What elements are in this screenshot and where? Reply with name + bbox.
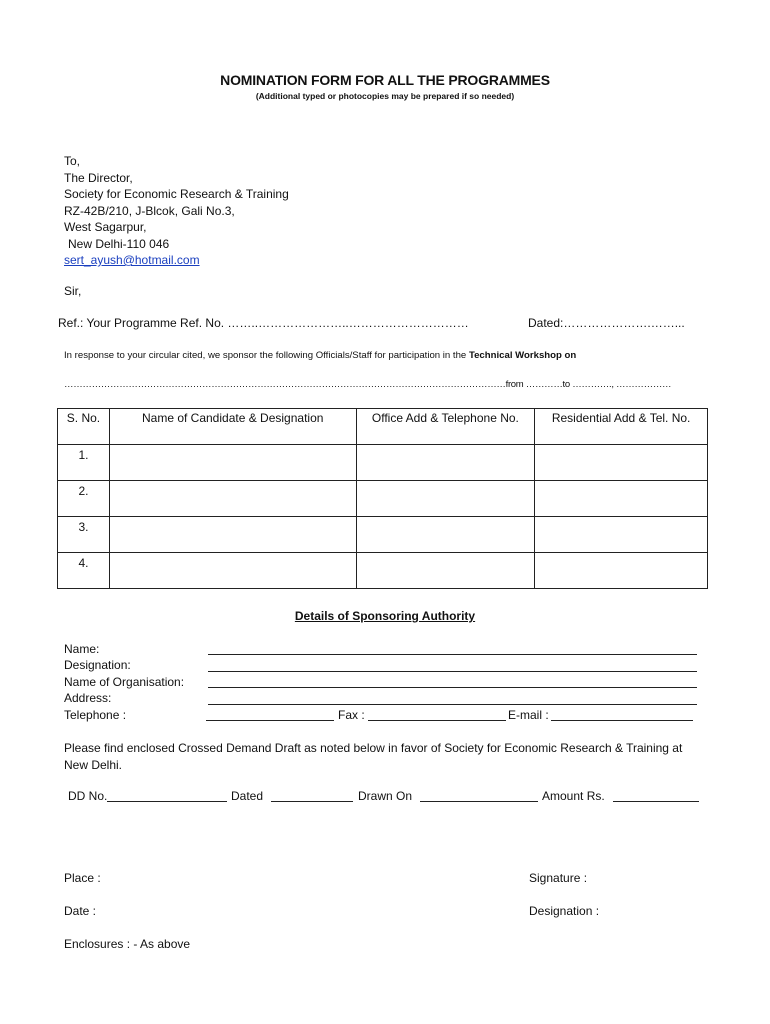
office-cell[interactable] <box>356 517 535 553</box>
table-row <box>58 517 708 553</box>
candidate-cell[interactable] <box>109 517 356 553</box>
form-subtitle: (Additional typed or photocopies may be prepared if so needed) <box>255 91 515 101</box>
workshop-dates-line: ………………………………………………………………………………………………………………………………from …………to …………., ……………… <box>64 379 672 390</box>
candidate-table <box>57 408 708 589</box>
office-cell[interactable] <box>356 481 535 517</box>
ref-dated: Dated:………………….……... <box>528 316 685 330</box>
sponsor-email-label: E-mail : <box>508 708 549 722</box>
sponsor-email-field[interactable] <box>551 720 693 721</box>
dd-no-field[interactable] <box>107 801 227 802</box>
response-text <box>64 350 576 361</box>
dd-amount-label: Amount Rs. <box>542 789 605 803</box>
sponsor-telephone-field[interactable] <box>206 720 334 721</box>
sponsor-address-label: Address: <box>64 691 112 705</box>
col-header-residential: Residential Add & Tel. No. <box>535 409 708 445</box>
residential-cell[interactable] <box>535 553 708 589</box>
draft-paragraph: Please find enclosed Crossed Demand Draft as noted below in favor of Society for Economic Research & Training at New Delhi. <box>64 741 683 772</box>
sponsor-heading: Details of Sponsoring Authority <box>294 609 476 623</box>
sponsor-fax-field[interactable] <box>368 720 506 721</box>
sponsor-name-field[interactable] <box>208 654 697 655</box>
sponsor-telephone-label: Telephone : <box>64 708 127 722</box>
email-link[interactable]: sert_ayush@hotmail.com <box>64 253 200 267</box>
date-label: Date : <box>64 904 97 918</box>
row-number: 1. <box>58 445 110 481</box>
dd-dated-field[interactable] <box>271 801 353 802</box>
sponsor-designation-field[interactable] <box>208 671 697 672</box>
candidate-cell[interactable] <box>109 445 356 481</box>
address-line-1: The Director, <box>64 170 133 185</box>
col-header-sno: S. No. <box>58 409 110 445</box>
ref-number: Ref.: Your Programme Ref. No. ……..…………………..………………………… <box>58 316 469 330</box>
form-title: NOMINATION FORM FOR ALL THE PROGRAMMES <box>220 72 550 88</box>
col-header-office: Office Add & Telephone No. <box>356 409 535 445</box>
sponsor-designation-label: Designation: <box>64 658 131 672</box>
address-to: To, <box>64 154 81 168</box>
dd-amount-field[interactable] <box>613 801 699 802</box>
office-cell[interactable] <box>356 445 535 481</box>
dd-drawn-on-label: Drawn On <box>358 789 413 803</box>
sponsor-fax-label: Fax : <box>338 708 365 722</box>
sponsor-organisation-field[interactable] <box>208 687 697 688</box>
signature-label: Signature : <box>529 871 588 885</box>
col-header-candidate: Name of Candidate & Designation <box>109 409 356 445</box>
designation-label: Designation : <box>529 904 600 918</box>
dd-no-label: DD No. <box>68 789 108 803</box>
residential-cell[interactable] <box>535 445 708 481</box>
row-number: 2. <box>58 481 110 517</box>
sponsor-address-field[interactable] <box>208 704 697 705</box>
sponsor-organisation-label: Name of Organisation: <box>64 675 185 689</box>
dd-drawn-on-field[interactable] <box>420 801 538 802</box>
address-line-2: Society for Economic Research & Training <box>64 187 289 201</box>
residential-cell[interactable] <box>535 481 708 517</box>
row-number: 3. <box>58 517 110 553</box>
candidate-cell[interactable] <box>109 481 356 517</box>
recipient-address <box>64 153 289 269</box>
dd-dated-label: Dated <box>231 789 264 803</box>
table-row <box>58 553 708 589</box>
row-number: 4. <box>58 553 110 589</box>
residential-cell[interactable] <box>535 517 708 553</box>
candidate-cell[interactable] <box>109 553 356 589</box>
salutation: Sir, <box>64 284 82 298</box>
table-row <box>58 481 708 517</box>
enclosures-label: Enclosures : - As above <box>64 937 191 951</box>
table-header-row <box>58 409 708 445</box>
sponsor-name-label: Name: <box>64 642 100 656</box>
response-text-main: In response to your circular cited, we sponsor the following Officials/Staff for participation in the <box>64 350 467 361</box>
office-cell[interactable] <box>356 553 535 589</box>
address-line-3: RZ-42B/210, J-Blcok, Gali No.3, <box>64 203 235 218</box>
workshop-label: Technical Workshop on <box>468 350 577 361</box>
address-line-4: West Sagarpur, <box>64 220 147 234</box>
place-label: Place : <box>64 871 101 885</box>
address-line-5: New Delhi-110 046 <box>68 236 170 251</box>
table-row <box>58 445 708 481</box>
